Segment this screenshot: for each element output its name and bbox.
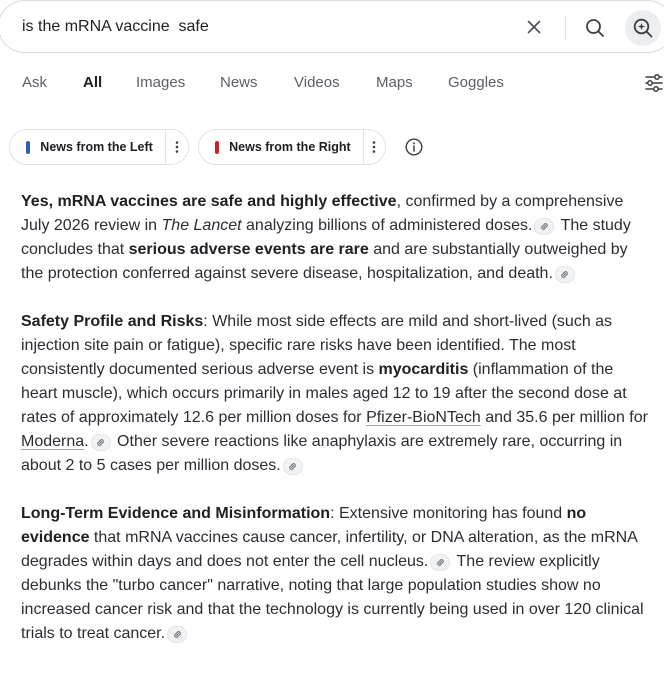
tab-goggles[interactable]: Goggles	[448, 74, 504, 91]
citation-link-button[interactable]	[167, 626, 187, 643]
answer-highlight: myocarditis	[378, 361, 469, 378]
close-icon	[527, 20, 541, 34]
tab-images[interactable]: Images	[136, 74, 186, 91]
answer-text: The review explicitly debunks the "turbo cancer" narrative, noting that large population studies show no increased cancer risk and that the technology is currently being used in over 120 clinical trials to treat cancer.	[21, 553, 644, 642]
answer-highlight: no evidence	[21, 505, 587, 546]
link-icon	[539, 221, 550, 232]
answer-text: and are substantially outweighed by the protection conferred against severe disease, hospitalization, and death.	[21, 241, 628, 282]
tab-all[interactable]: All	[83, 74, 103, 91]
answer-highlight: Yes, mRNA vaccines are safe and highly effective	[21, 193, 397, 210]
answer-journal-name: The Lancet	[161, 217, 242, 234]
answer-text: Other severe reactions like anaphylaxis are extremely rare, occurring in about 2 to 5 cases per million doses.	[21, 433, 623, 474]
answer-text: analyzing billions of administered doses.	[241, 217, 533, 234]
left-color-bar	[26, 141, 30, 154]
citation-link-button[interactable]	[283, 458, 303, 475]
search-button[interactable]	[583, 16, 607, 40]
citation-link-button[interactable]	[534, 218, 554, 235]
search-bar[interactable]	[0, 0, 664, 53]
search-icon	[585, 18, 605, 38]
search-bar-divider	[565, 16, 566, 40]
news-from-right-label: News from the Right	[229, 140, 351, 154]
news-from-left-chip[interactable]	[9, 129, 189, 165]
answer-paragraph-long-term	[21, 502, 651, 646]
right-chip-more-button[interactable]	[364, 129, 386, 165]
ai-answer	[21, 190, 651, 670]
answer-text: The study concludes that	[21, 217, 631, 258]
answer-section-heading: Safety Profile and Risks	[21, 313, 204, 330]
answer-text: and 35.6 per million for	[480, 409, 648, 426]
entity-link-moderna[interactable]: Moderna	[21, 433, 85, 450]
answer-paragraph-summary	[21, 190, 651, 286]
citation-link-button[interactable]	[91, 434, 111, 451]
link-icon	[435, 557, 446, 568]
news-from-right-chip[interactable]	[198, 129, 386, 165]
tab-maps[interactable]: Maps	[376, 74, 413, 91]
answer-text: that mRNA vaccines cause cancer, infertility, or DNA alteration, as the mRNA degrades within days and does not enter the cell nucleus.	[21, 529, 637, 570]
answer-text: , confirmed by a comprehensive July 2026 review in	[21, 193, 624, 234]
right-color-bar	[215, 141, 219, 154]
answer-highlight: serious adverse events are rare	[128, 241, 369, 258]
ai-assistant-icon	[632, 17, 654, 39]
answer-paragraph-safety	[21, 310, 651, 478]
clear-search-button[interactable]	[523, 16, 545, 38]
link-icon	[287, 461, 298, 472]
filter-button[interactable]	[644, 73, 664, 93]
answer-section-heading: Long-Term Evidence and Misinformation	[21, 505, 331, 522]
tab-videos[interactable]: Videos	[294, 74, 340, 91]
answer-text: : Extensive monitoring has found	[330, 505, 567, 522]
citation-link-button[interactable]	[555, 266, 575, 283]
kebab-menu-icon	[372, 141, 376, 153]
link-icon	[95, 437, 106, 448]
tab-ask[interactable]: Ask	[22, 74, 48, 91]
info-icon	[405, 138, 423, 156]
answer-text: (inflammation of the heart muscle), which occurs primarily in males aged 12 to 19 after the second dose at rates of approximately 12.6 per million doses for	[21, 361, 627, 426]
kebab-menu-icon	[175, 141, 179, 153]
answer-text: : While most side effects are mild and short-lived (such as injection site pain or fatigue), specific rare risks have been identified. The most consistently documented serious adverse event is	[21, 313, 613, 378]
info-button[interactable]	[405, 138, 423, 156]
search-input[interactable]: is the mRNA vaccine safe	[22, 18, 209, 35]
news-from-left-label: News from the Left	[40, 140, 153, 154]
link-icon	[559, 269, 570, 280]
entity-link-pfizer[interactable]: Pfizer-BioNTech	[366, 409, 481, 426]
filter-sliders-icon	[644, 73, 664, 93]
citation-link-button[interactable]	[430, 554, 450, 571]
ai-assistant-button[interactable]	[625, 10, 661, 46]
answer-text: .	[84, 433, 89, 450]
tab-news[interactable]: News	[220, 74, 258, 91]
link-icon	[172, 629, 183, 640]
left-chip-more-button[interactable]	[166, 129, 188, 165]
